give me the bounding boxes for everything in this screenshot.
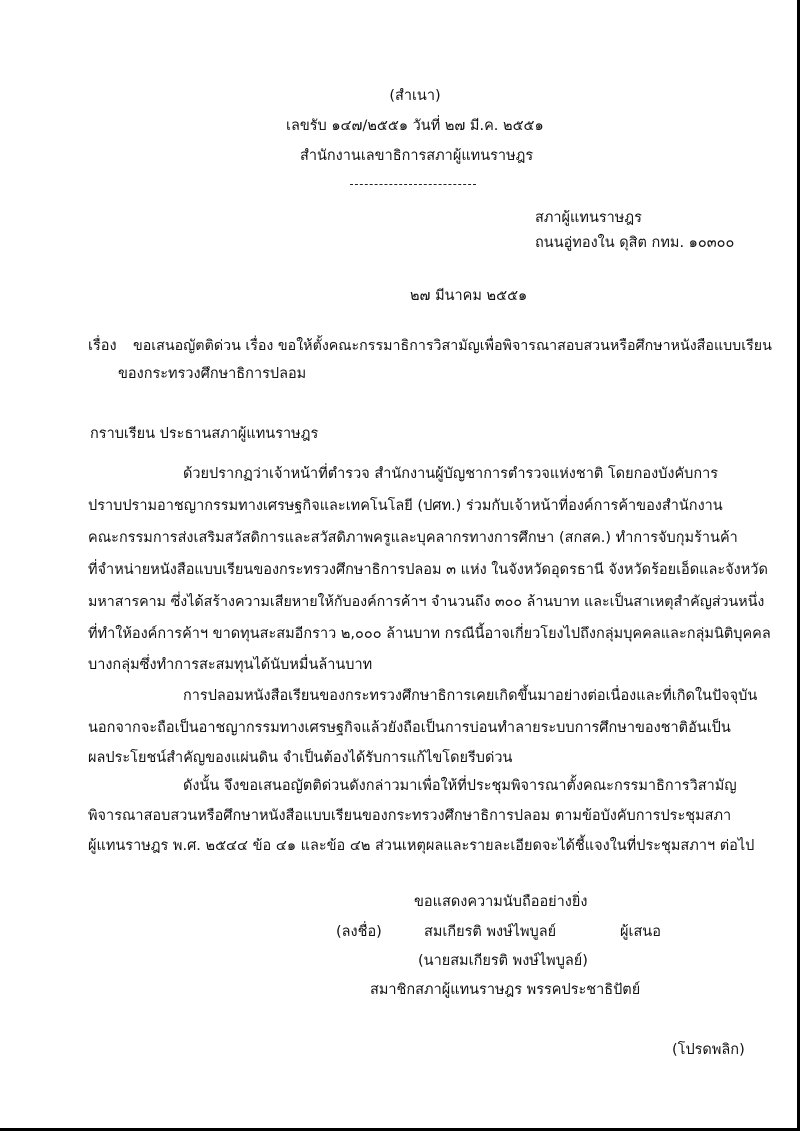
letter-date: ๒๗ มีนาคม ๒๕๕๑ (410, 288, 528, 304)
salutation: กราบเรียน ประธานสภาผู้แทนราษฎร (90, 426, 319, 442)
paragraph-1-line: ที่ทำให้องค์การค้าฯ ขาดทุนสะสมอีกราว ๒,๐๐๐ ล้านบาท กรณีนี้อาจเกี่ยวโยงไปถึงกลุ่มบุคคลและกลุ่มนิติบุคคล (88, 626, 771, 642)
paragraph-2-line: นอกจากจะถือเป็นอาชญากรรมทางเศรษฐกิจแล้วยังถือเป็นการบ่อนทำลายระบบการศึกษาของชาติอันเป็น (88, 720, 731, 736)
signer-role: ผู้เสนอ (620, 924, 661, 940)
receipt-line: เลขรับ ๑๔๗/๒๕๕๑ วันที่ ๒๗ มี.ค. ๒๕๕๑ (286, 118, 544, 134)
address-line-1: สภาผู้แทนราษฎร (535, 210, 642, 226)
turn-over-note: (โปรดพลิก) (672, 1042, 745, 1058)
closing-respect: ขอแสดงความนับถืออย่างยิ่ง (414, 894, 588, 910)
signer-position: สมาชิกสภาผู้แทนราษฎร พรรคประชาธิปัตย์ (370, 982, 641, 998)
paragraph-1-line: ปราบปรามอาชญากรรมทางเศรษฐกิจและเทคโนโลยี (ปศท.) ร่วมกับเจ้าหน้าที่องค์การค้าของสำนักงาน (88, 498, 723, 514)
paragraph-3-line: ดังนั้น จึงขอเสนอญัตติด่วนดังกล่าวมาเพื่อให้ที่ประชุมพิจารณาตั้งคณะกรรมาธิการวิสามัญ (183, 778, 737, 794)
paragraph-1-line: ที่จำหน่ายหนังสือแบบเรียนของกระทรวงศึกษาธิการปลอม ๓ แห่ง ในจังหวัดอุดรธานี จังหวัดร้อยเอ็ดและจังหวัด (88, 562, 768, 578)
sign-label: (ลงชื่อ) (336, 924, 382, 940)
paragraph-1-line: ด้วยปรากฏว่าเจ้าหน้าที่ตำรวจ สำนักงานผู้บัญชาการตำรวจแห่งชาติ โดยกองบังคับการ (183, 466, 719, 482)
paragraph-2-line: การปลอมหนังสือเรียนของกระทรวงศึกษาธิการเคยเกิดขึ้นมาอย่างต่อเนื่องและที่เกิดในปัจจุบัน (183, 688, 758, 704)
copy-label: (สำเนา) (389, 88, 441, 104)
paragraph-1-line: มหาสารคาม ซึ่งได้สร้างความเสียหายให้กับองค์การค้าฯ จำนวนถึง ๓๐๐ ล้านบาท และเป็นสาเหตุสำคัญส่วนหนึ่ง (88, 594, 765, 610)
office-line: สำนักงานเลขาธิการสภาผู้แทนราษฎร (300, 148, 534, 164)
paragraph-1-line: บางกลุ่มซึ่งทำการสะสมทุนได้นับหมื่นล้านบาท (88, 657, 373, 673)
paragraph-3-line: ผู้แทนราษฎร พ.ศ. ๒๕๔๔ ข้อ ๔๑ และข้อ ๔๒ ส่วนเหตุผลและรายละเอียดจะได้ชี้แจงในที่ประชุมสภาฯ ต่อไป (88, 838, 755, 854)
printed-name: (นายสมเกียรติ พงษ์ไพบูลย์) (418, 953, 588, 969)
subject-line-1: ขอเสนอญัตติด่วน เรื่อง ขอให้ตั้งคณะกรรมาธิการวิสามัญเพื่อพิจารณาสอบสวนหรือศึกษาหนังสือแบบเรียน (133, 338, 772, 354)
paragraph-1-line: คณะกรรมการส่งเสริมสวัสดิการและสวัสดิภาพครูและบุคลากรทางการศึกษา (สกสค.) ทำการจับกุมร้านค้า (88, 530, 738, 546)
subject-line-2: ของกระทรวงศึกษาธิการปลอม (118, 366, 307, 382)
paragraph-2-line: ผลประโยชน์สำคัญของแผ่นดิน จำเป็นต้องได้รับการแก้ไขโดยรีบด่วน (88, 750, 513, 766)
subject-label: เรื่อง (88, 338, 117, 354)
paragraph-3-line: พิจารณาสอบสวนหรือศึกษาหนังสือแบบเรียนของกระทรวงศึกษาธิการปลอม ตามข้อบังคับการประชุมสภา (88, 808, 732, 824)
header-separator (350, 184, 476, 185)
address-line-2: ถนนอู่ทองใน ดุสิต กทม. ๑๐๓๐๐ (535, 235, 735, 251)
signature-name: สมเกียรติ พงษ์ไพบูลย์ (424, 924, 557, 940)
